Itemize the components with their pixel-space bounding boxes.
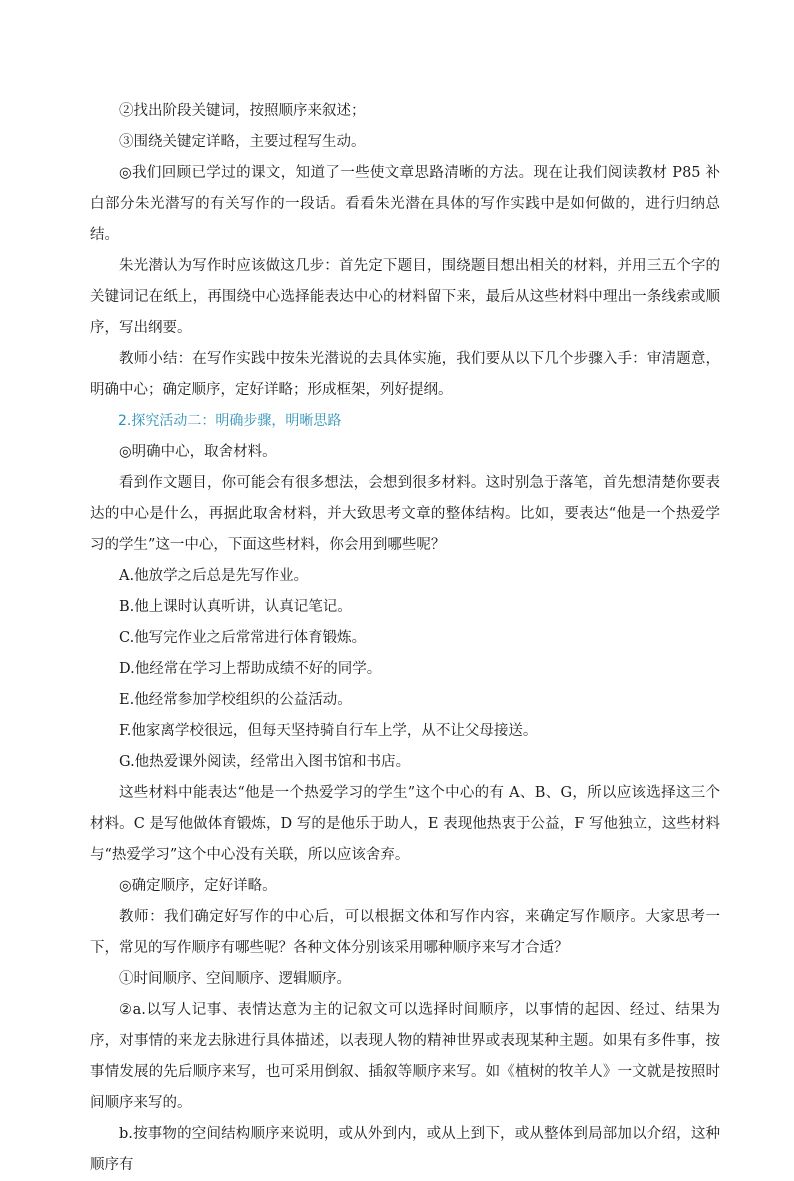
option-e: E.他经常参加学校组织的公益活动。 bbox=[119, 692, 352, 708]
clarify-center-subheading: ◎明确中心，取舍材料。 bbox=[119, 444, 277, 460]
step-2-text: ②找出阶段关键词，按照顺序来叙述； bbox=[119, 103, 366, 119]
step-3-text: ③围绕关键定详略，主要过程写生动。 bbox=[119, 134, 366, 150]
order-types: ①时间顺序、空间顺序、逻辑顺序。 bbox=[119, 971, 351, 987]
spatial-order-paragraph: b.按事物的空间结构顺序来说明，或从外到内，或从上到下，或从整体到局部加以介绍，这种顺序有 bbox=[90, 1126, 720, 1173]
review-paragraph: ◎我们回顾已学过的课文，知道了一些使文章思路清晰的方法。现在让我们阅读教材 P85 补白部分朱光潜写的有关写作的一段话。看看朱光潜在具体的写作实践中是如何做的，进行归纳总结。 bbox=[90, 165, 720, 243]
teacher-summary: 教师小结：在写作实践中按朱光潜说的去具体实施，我们要从以下几个步骤入手：审清题意，明确中心；确定顺序，定好详略；形成框架，列好提纲。 bbox=[90, 351, 720, 398]
document-body bbox=[90, 96, 720, 1181]
order-subheading: ◎确定顺序，定好详略。 bbox=[119, 878, 277, 894]
activity-2-heading: 2.探究活动二：明确步骤，明晰思路 bbox=[118, 413, 342, 429]
narrative-order-paragraph: ②a.以写人记事、表情达意为主的记叙文可以选择时间顺序，以事情的起因、经过、结果为序，对事情的来龙去脉进行具体描述，以表现人物的精神世界或表现某种主题。如果有多件事，按事情发展的先后顺序来写，也可采用倒叙、插叙等顺序来写。如《植树的牧羊人》一文就是按照时间顺序来写的。 bbox=[90, 1002, 720, 1111]
material-intro-paragraph: 看到作文题目，你可能会有很多想法，会想到很多材料。这时别急于落笔，首先想清楚你要表达的中心是什么，再据此取舍材料，并大致思考文章的整体结构。比如，要表达“他是一个热爱学习的学生”这一中心，下面这些材料，你会用到哪些呢？ bbox=[90, 475, 720, 553]
option-f: F.他家离学校很远，但每天坚持骑自行车上学，从不让父母接送。 bbox=[119, 723, 538, 739]
option-a: A.他放学之后总是先写作业。 bbox=[119, 568, 309, 584]
option-b: B.他上课时认真听讲，认真记笔记。 bbox=[119, 599, 352, 615]
zhu-guangqian-paragraph: 朱光潜认为写作时应该做这几步：首先定下题目，围绕题目想出相关的材料，并用三五个字的关键词记在纸上，再围绕中心选择能表达中心的材料留下来，最后从这些材料中理出一条线索或顺序，写出纲要。 bbox=[90, 258, 720, 336]
option-c: C.他写完作业之后常常进行体育锻炼。 bbox=[119, 630, 367, 646]
option-d: D.他经常在学习上帮助成绩不好的同学。 bbox=[119, 661, 382, 677]
material-analysis-paragraph: 这些材料中能表达“他是一个热爱学习的学生”这个中心的有 A、B、G，所以应该选择这三个材料。C 是写他做体育锻炼，D 写的是他乐于助人，E 表现他热衷于公益，F 写他独立，这些材料与“热爱学习”这个中心没有关联，所以应该舍弃。 bbox=[90, 785, 720, 863]
teacher-question: 教师：我们确定好写作的中心后，可以根据文体和写作内容，来确定写作顺序。大家思考一下，常见的写作顺序有哪些呢？各种文体分别该采用哪种顺序来写才合适？ bbox=[90, 909, 720, 956]
option-g: G.他热爱课外阅读，经常出入图书馆和书店。 bbox=[119, 754, 411, 770]
